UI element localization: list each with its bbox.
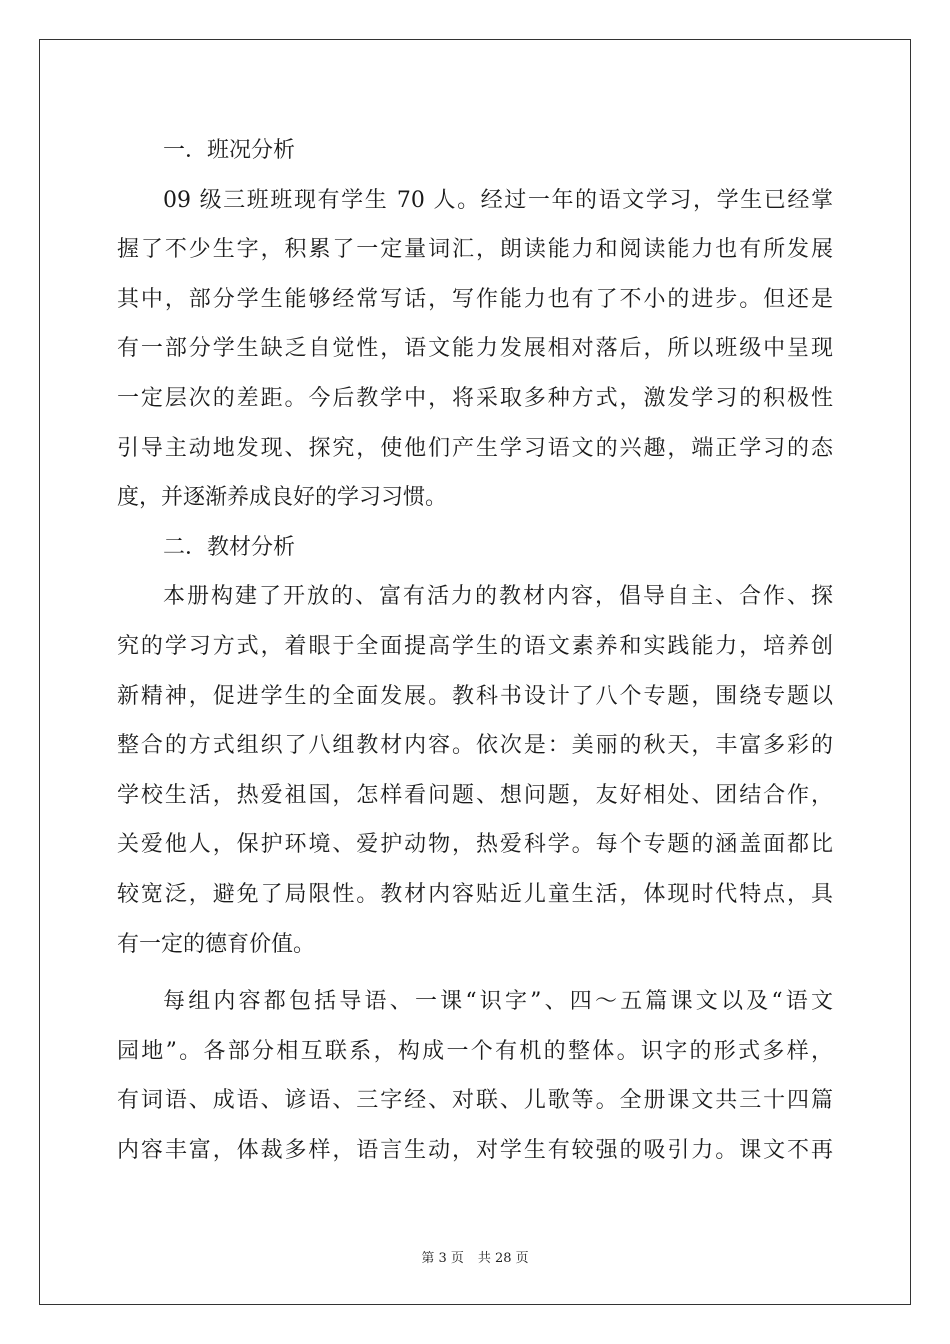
- paragraph-line: 引导主动地发现、探究，使他们产生学习语文的兴趣，端正学习的态: [117, 435, 833, 461]
- paragraph-line: 度，并逐渐养成良好的学习习惯。: [117, 485, 448, 511]
- paragraph-line: 有一定的德育价值。: [117, 931, 316, 957]
- paragraph-line: 每组内容都包括导语、一课“识字”、四～五篇课文以及“语文: [163, 989, 833, 1015]
- paragraph-line: 整合的方式组织了八组教材内容。依次是：美丽的秋天，丰富多彩的: [117, 733, 833, 759]
- paragraph-line: 有词语、成语、谚语、三字经、对联、儿歌等。全册课文共三十四篇: [117, 1088, 833, 1114]
- paragraph-line: 内容丰富，体裁多样，语言生动，对学生有较强的吸引力。课文不再: [117, 1137, 833, 1163]
- paragraph-line: 一定层次的差距。今后教学中，将采取多种方式，激发学习的积极性: [117, 385, 833, 411]
- paragraph-line: 学校生活，热爱祖国，怎样看问题、想问题，友好相处、团结合作，: [117, 782, 833, 808]
- paragraph-line: 本册构建了开放的、富有活力的教材内容，倡导自主、合作、探: [163, 584, 833, 610]
- section-heading-class-analysis: 一．班况分析: [163, 138, 296, 163]
- paragraph-line: 关爱他人，保护环境、爱护动物，热爱科学。每个专题的涵盖面都比: [117, 832, 833, 858]
- paragraph-line: 究的学习方式，着眼于全面提高学生的语文素养和实践能力，培养创: [117, 633, 833, 659]
- paragraph-line: 新精神，促进学生的全面发展。教科书设计了八个专题，围绕专题以: [117, 683, 833, 709]
- page-total: 共 28 页: [477, 1251, 529, 1266]
- paragraph-line: 有一部分学生缺乏自觉性，语文能力发展相对落后，所以班级中呈现: [117, 336, 833, 362]
- section-heading-textbook-analysis: 二．教材分析: [163, 534, 296, 560]
- page-number: 第 3 页: [421, 1251, 464, 1266]
- paragraph-line: 较宽泛，避免了局限性。教材内容贴近儿童生活，体现时代特点，具: [117, 881, 833, 907]
- document-body: [117, 126, 833, 1175]
- paragraph-line: 园地”。各部分相互联系，构成一个有机的整体。识字的形式多样，: [117, 1038, 833, 1064]
- paragraph-line: 其中，部分学生能够经常写话，写作能力也有了不小的进步。但还是: [117, 286, 833, 312]
- paragraph-spacer: [117, 969, 833, 977]
- paragraph-line: 09 级三班班现有学生 70 人。经过一年的语文学习，学生已经掌: [163, 187, 833, 213]
- page-footer: [0, 1247, 950, 1266]
- paragraph-line: 握了不少生字，积累了一定量词汇，朗读能力和阅读能力也有所发展: [117, 237, 833, 263]
